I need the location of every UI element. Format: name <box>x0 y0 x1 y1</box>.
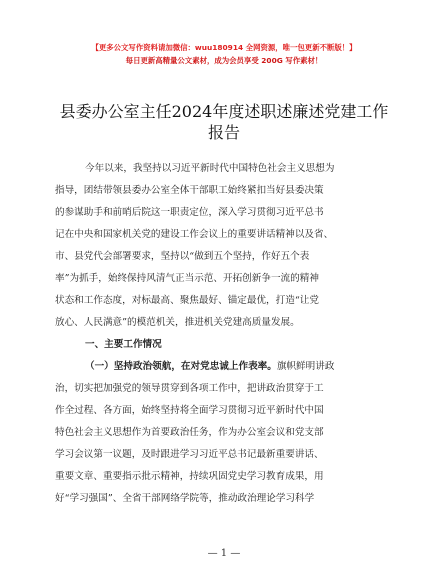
paragraph-line: 指导，团结带领县委办公室全体干部职工始终紧扣当好县委决策 <box>55 185 324 196</box>
page-number: — 1 — <box>207 548 241 559</box>
paragraph-line: 今年以来，我坚持以习近平新时代中国特色社会主义思想为 <box>85 163 335 174</box>
section-heading: 一、主要工作情况 <box>85 339 162 350</box>
subsection-line <box>85 360 334 374</box>
subsection-text: 旗帜鲜明讲政 <box>276 361 335 372</box>
paragraph-line: 特色社会主义思想作为首要政治任务，作为办公室会议和党支部 <box>55 427 324 438</box>
paragraph-line: 重要文章、重要指示批示精神，持续巩固党史学习教育成果，用 <box>55 471 324 482</box>
document-title-line-1: 县委办公室主任2024年度述职述廉述党建工作 <box>59 102 389 121</box>
promo-line-1: 【更多公文写作资料请加微信：wuu180914 全网资源，唯一包更新不断版！】 <box>91 43 357 52</box>
paragraph-line: 状态和工作态度，对标最高、聚焦最好、锚定最优，打造“让党 <box>55 295 319 306</box>
paragraph-line: 放心、人民满意”的模范机关，推进机关党建高质量发展。 <box>55 317 300 328</box>
subsection-heading: （一）坚持政治领航，在对党忠诚上作表率。 <box>85 361 277 372</box>
paragraph-line: 的参谋助手和前哨后院这一职责定位，深入学习贯彻习近平总书 <box>55 207 324 218</box>
paragraph-line: 治，切实把加强党的领导贯穿到各项工作中，把讲政治贯穿于工 <box>55 383 324 394</box>
promo-line-2: 每日更新高精量公文素材，成为会员享受 200G 写作素材！ <box>125 56 323 65</box>
paragraph-line: 作全过程、各方面，始终坚持将全面学习贯彻习近平新时代中国 <box>55 405 324 416</box>
paragraph-line: 好“学习强国”、全省干部网络学院等，推动政治理论学习科学 <box>55 493 315 504</box>
paragraph-line: 学习会议第一议题，及时跟进学习习近平总书记最新重要讲话、 <box>55 449 324 460</box>
paragraph-line: 市、县党代会部署要求，坚持以“做到五个坚持，作好五个表 <box>55 251 310 262</box>
paragraph-line: 率”为抓手，始终保持风清气正当示范、开拓创新争一流的精神 <box>55 273 319 284</box>
document-title-line-2: 报告 <box>207 123 240 142</box>
paragraph-line: 记在中央和国家机关党的建设工作会议上的重要讲话精神以及省、 <box>55 229 334 240</box>
